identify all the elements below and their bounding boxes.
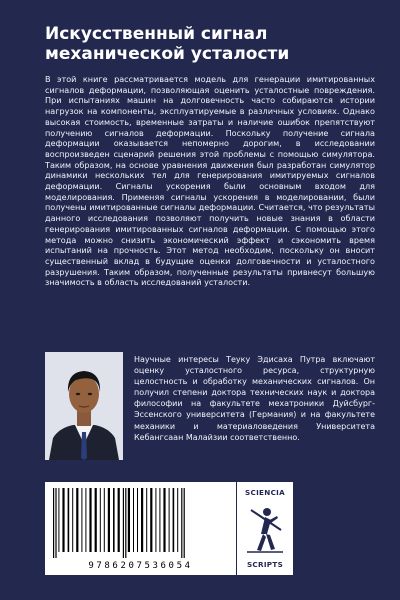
barcode-bar [177,488,178,552]
book-title [45,24,375,64]
barcode-bar [184,488,185,558]
title-line-1: Искусственный сигнал [45,24,268,44]
barcode-bar [169,488,170,552]
barcode-bar [141,488,143,552]
barcode-bar [85,488,86,552]
author-photo [45,352,123,460]
author-portrait-image [45,352,123,460]
barcode-bar [113,488,115,552]
barcode-bar [146,488,147,552]
book-abstract: В этой книге рассматривается модель для генерации имитированных сигналов деформации, позволяющая оценить усталостные повреждения. При испытаниях машин на долговечность часто собираются истории нагрузок на компоненты, эксплуатируемые в различных условиях. Однако высокая стоимость, временные затраты и наличие ошибок препятствуют получению сигналов деформации. Поскольку получение сигнала деформации оказывается непомерно дорогим, в исследовании воспроизведен сценарий решения этой проблемы с помощью симулятора. Таким образом, на основе уравнения движения был разработан симулятор динамики нескольких тел для генерирования имитируемых сигналов деформации. Сигналы ускорения были основным входом для моделирования. Применяя сигналы ускорения в моделировании, были получены имитированные сигналы деформации. Считается, что результаты данного исследования позволяют получить новые знания в области генерирования имитированных сигналов деформации. С помощью этого метода можно снизить экономический эффект и сэкономить время испытаний на прочность. Этот метод необходим, поскольку он вносит существенный вклад в будущие оценки долговечности и усталостного разрушения. Таким образом, полученные результаты привнесут большую значимость в область исследований усталости. [45,74,375,288]
barcode-bar [133,488,134,552]
barcode-bar [118,488,120,552]
barcode-bar [137,488,138,552]
barcode-bar [125,488,126,558]
barcode-bar [68,488,70,552]
author-bio: Научные интересы Теуку Эдисаха Путра включают оценку усталостного ресурса, структурную целостность и обработку механических сигналов. Он получил степени доктора технических наук и доктора философии на факультете мехатроники Дуйсбург-Эссенского университета (Германия) и на факультете механики и материаловедения Университета Кебангсаан Малайзии соответственно. [134,355,375,442]
publisher-logo [237,482,293,575]
barcode-bar [173,488,175,552]
barcode-bar [159,488,160,552]
barcode-bar [163,488,165,552]
barcode-bar [123,488,124,558]
barcode-bar [128,488,130,552]
barcode-bar [81,488,82,552]
barcode-bar [53,488,54,558]
publisher-logo-top-text: SCIENCIA [245,488,285,497]
barcode-bars [45,482,236,560]
isbn-barcode [45,482,236,575]
barcode-bar [100,488,101,552]
title-line-2: механической усталости [45,44,290,64]
publisher-logo-bottom-text: SCRIPTS [246,560,284,569]
barcode-bar [55,488,56,558]
barcode-bar [72,488,73,552]
barcode-bar [62,488,64,552]
barcode-bar [76,488,78,552]
barcode-bar [95,488,97,552]
barcode-bar [155,488,156,552]
barcode-bar [58,488,59,552]
barcode-bar [181,488,182,558]
barcode-bar [104,488,105,552]
barcode-bar [108,488,110,552]
barcode-number: 9786207536054 [88,561,193,571]
barcode-bar [150,488,152,552]
barcode-bar [89,488,91,552]
